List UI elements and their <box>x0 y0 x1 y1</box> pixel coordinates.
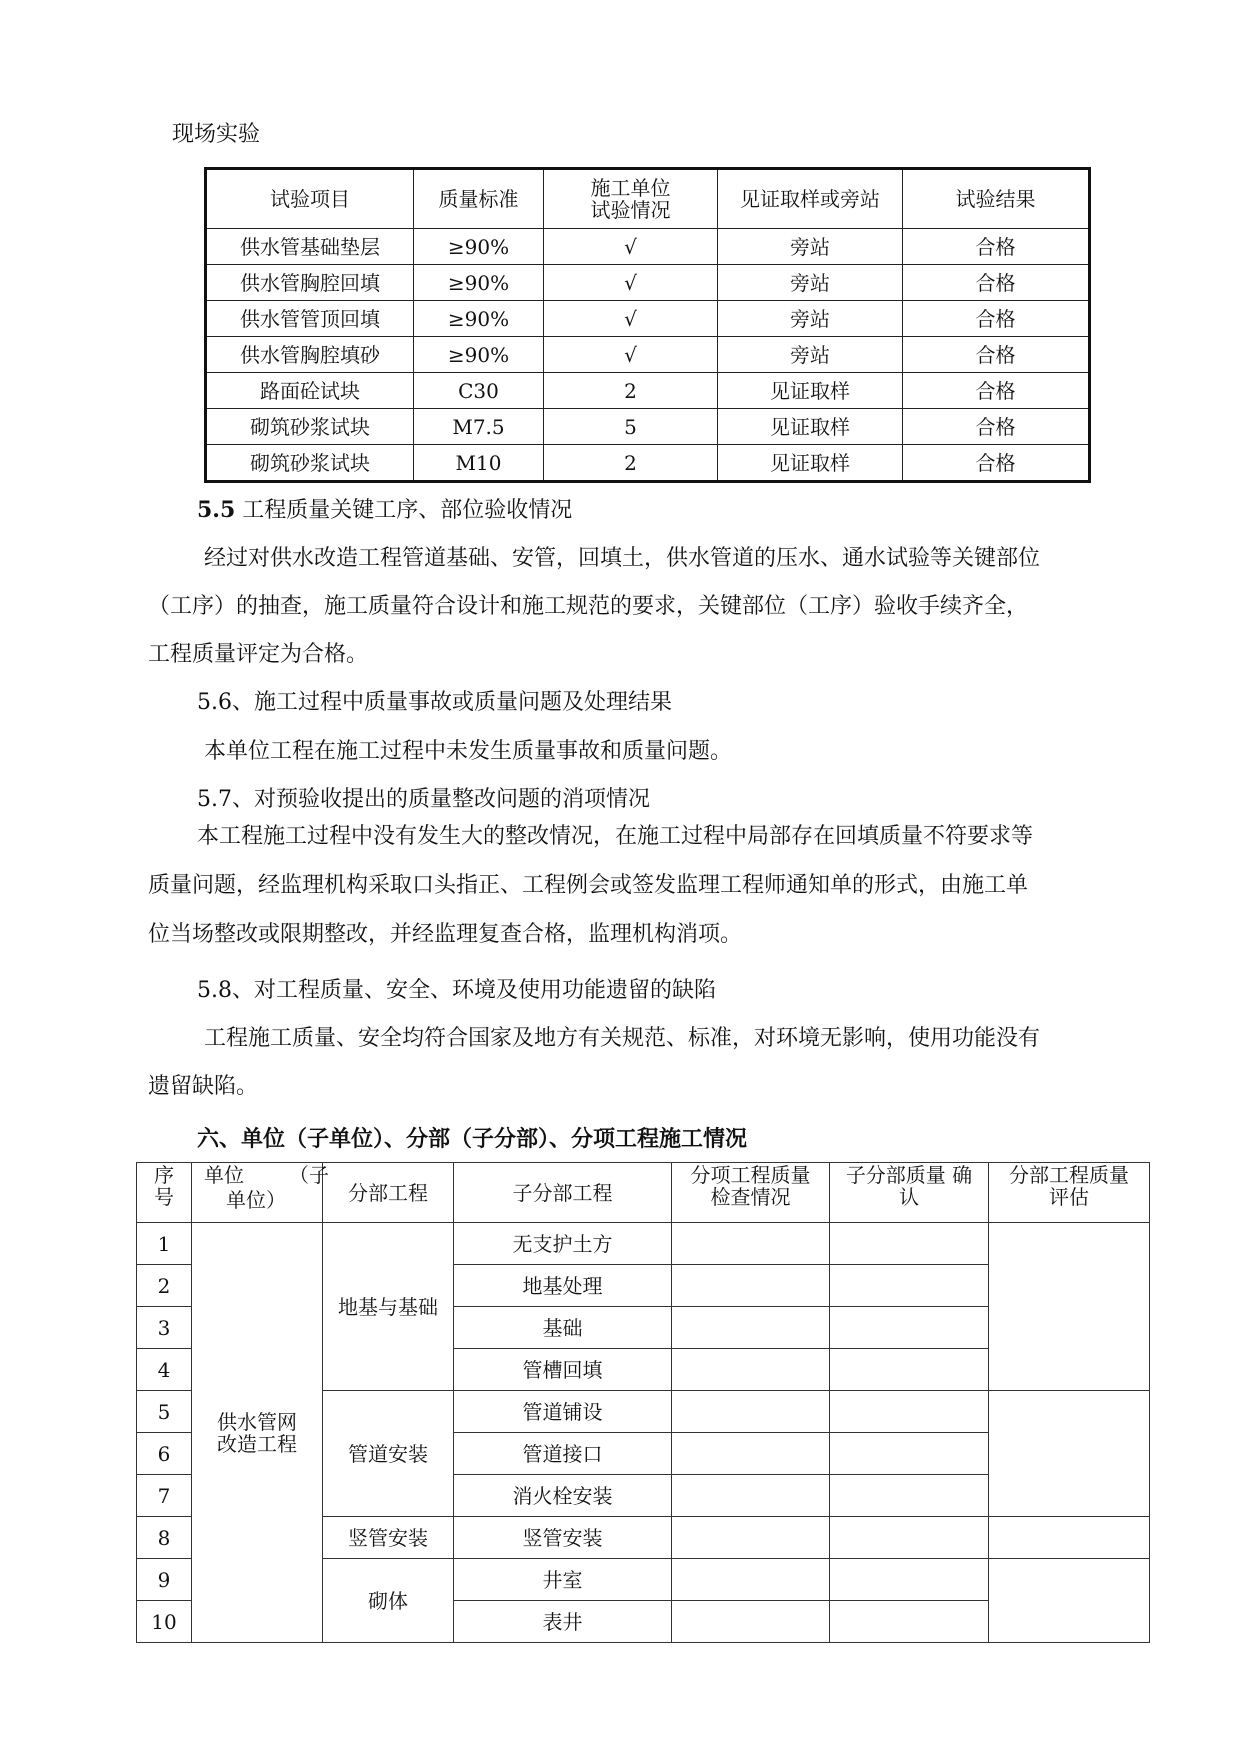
table-row <box>206 445 1090 482</box>
header-quality-standard: 质量标准 <box>414 169 544 229</box>
header-division: 分部工程 <box>323 1163 454 1223</box>
cell-test-item: 供水管基础垫层 <box>206 229 414 265</box>
test-results-table <box>204 167 1091 483</box>
cell-div-quality <box>989 1391 1150 1517</box>
section-5-8-heading: 5.8、对工程质量、安全、环境及使用功能遗留的缺陷 <box>197 978 716 1003</box>
header-unit-part-a: 单位 <box>204 1163 244 1187</box>
cell-item-quality <box>672 1391 830 1433</box>
cell-seq: 9 <box>137 1559 192 1601</box>
cell-item-quality <box>672 1307 830 1349</box>
cell-subdivision: 竖管安装 <box>454 1517 672 1559</box>
cell-subdivision: 消火栓安装 <box>454 1475 672 1517</box>
section-5-5-heading <box>197 499 572 522</box>
cell-witness-sampling: 旁站 <box>718 301 903 337</box>
cell-item-quality <box>672 1223 830 1265</box>
cell-item-quality <box>672 1433 830 1475</box>
cell-test-result: 合格 <box>903 373 1090 409</box>
cell-test-item: 供水管胸腔回填 <box>206 265 414 301</box>
header-unit-part-c: 单位） <box>226 1188 286 1212</box>
cell-seq: 3 <box>137 1307 192 1349</box>
cell-seq: 10 <box>137 1601 192 1643</box>
header-sub-quality: 子分部质量 确 认 <box>830 1163 989 1223</box>
section-label: 现场实验 <box>172 122 261 147</box>
header-test-item: 试验项目 <box>206 169 414 229</box>
cell-sub-quality <box>830 1391 989 1433</box>
project-construction-table <box>136 1162 1150 1643</box>
header-test-result: 试验结果 <box>903 169 1090 229</box>
section-5-5-title: 工程质量关键工序、部位验收情况 <box>235 498 573 523</box>
cell-test-item: 路面砼试块 <box>206 373 414 409</box>
cell-test-result: 合格 <box>903 229 1090 265</box>
table-row <box>206 265 1090 301</box>
cell-div-quality <box>989 1559 1150 1643</box>
cell-sub-quality <box>830 1307 989 1349</box>
paragraph-line: （工序）的抽查，施工质量符合设计和施工规范的要求，关键部位（工序）验收手续齐全， <box>148 594 1029 619</box>
cell-test-item: 砌筑砂浆试块 <box>206 445 414 482</box>
header-seq: 序 号 <box>137 1163 192 1223</box>
paragraph-line: 本工程施工过程中没有发生大的整改情况，在施工过程中局部存在回填质量不符要求等 <box>197 824 1034 849</box>
cell-item-quality <box>672 1601 830 1643</box>
cell-witness-sampling: 见证取样 <box>718 373 903 409</box>
cell-contractor-test: √ <box>544 229 718 265</box>
cell-sub-quality <box>830 1349 989 1391</box>
cell-subdivision: 地基处理 <box>454 1265 672 1307</box>
header-unit <box>192 1163 329 1223</box>
table-row <box>206 373 1090 409</box>
cell-contractor-test: √ <box>544 301 718 337</box>
cell-contractor-test: √ <box>544 265 718 301</box>
paragraph-line: 本单位工程在施工过程中未发生质量事故和质量问题。 <box>204 739 733 764</box>
cell-quality-standard: ≥90% <box>414 265 544 301</box>
cell-sub-quality <box>830 1559 989 1601</box>
cell-division: 竖管安装 <box>323 1517 454 1559</box>
cell-div-quality <box>989 1517 1150 1559</box>
cell-division: 砌体 <box>323 1559 454 1643</box>
paragraph-line: 遗留缺陷。 <box>148 1074 259 1099</box>
cell-test-result: 合格 <box>903 301 1090 337</box>
table-row <box>137 1223 1150 1265</box>
cell-item-quality <box>672 1517 830 1559</box>
cell-test-item: 供水管管顶回填 <box>206 301 414 337</box>
cell-witness-sampling: 旁站 <box>718 265 903 301</box>
header-contractor-test: 施工单位 试验情况 <box>544 169 718 229</box>
cell-quality-standard: ≥90% <box>414 337 544 373</box>
table-row <box>206 337 1090 373</box>
header-witness-sampling: 见证取样或旁站 <box>718 169 903 229</box>
cell-contractor-test: √ <box>544 337 718 373</box>
cell-unit-name: 供水管网 改造工程 <box>192 1223 323 1643</box>
header-item-quality: 分项工程质量 检查情况 <box>672 1163 830 1223</box>
paragraph-line: 质量问题，经监理机构采取口头指正、工程例会或签发监理工程师通知单的形式，由施工单 <box>148 873 1029 898</box>
cell-sub-quality <box>830 1475 989 1517</box>
cell-item-quality <box>672 1265 830 1307</box>
cell-subdivision: 基础 <box>454 1307 672 1349</box>
cell-contractor-test: 5 <box>544 409 718 445</box>
cell-witness-sampling: 旁站 <box>718 229 903 265</box>
header-div-quality: 分部工程质量 评估 <box>989 1163 1150 1223</box>
cell-subdivision: 表井 <box>454 1601 672 1643</box>
cell-quality-standard: ≥90% <box>414 301 544 337</box>
cell-seq: 7 <box>137 1475 192 1517</box>
cell-item-quality <box>672 1559 830 1601</box>
paragraph-line: 工程施工质量、安全均符合国家及地方有关规范、标准，对环境无影响，使用功能没有 <box>204 1026 1041 1051</box>
cell-quality-standard: C30 <box>414 373 544 409</box>
cell-test-result: 合格 <box>903 409 1090 445</box>
cell-witness-sampling: 旁站 <box>718 337 903 373</box>
cell-quality-standard: M10 <box>414 445 544 482</box>
cell-test-item: 砌筑砂浆试块 <box>206 409 414 445</box>
cell-sub-quality <box>830 1517 989 1559</box>
cell-sub-quality <box>830 1223 989 1265</box>
paragraph-line: 经过对供水改造工程管道基础、安管，回填土，供水管道的压水、通水试验等关键部位 <box>204 546 1041 571</box>
cell-test-result: 合格 <box>903 445 1090 482</box>
paragraph-line: 位当场整改或限期整改，并经监理复查合格，监理机构消项。 <box>148 922 743 947</box>
header-subdivision: 子分部工程 <box>454 1163 672 1223</box>
cell-sub-quality <box>830 1265 989 1307</box>
paragraph-line: 工程质量评定为合格。 <box>148 642 369 667</box>
cell-seq: 4 <box>137 1349 192 1391</box>
cell-seq: 5 <box>137 1391 192 1433</box>
cell-item-quality <box>672 1475 830 1517</box>
cell-division: 管道安装 <box>323 1391 454 1517</box>
header-unit-part-b: （子 <box>289 1163 329 1187</box>
cell-test-result: 合格 <box>903 265 1090 301</box>
table-row <box>206 229 1090 265</box>
section-5-5-number: 5.5 <box>197 497 236 523</box>
cell-contractor-test: 2 <box>544 445 718 482</box>
table-row <box>206 409 1090 445</box>
cell-seq: 8 <box>137 1517 192 1559</box>
cell-witness-sampling: 见证取样 <box>718 445 903 482</box>
cell-witness-sampling: 见证取样 <box>718 409 903 445</box>
cell-test-result: 合格 <box>903 337 1090 373</box>
cell-subdivision: 管道铺设 <box>454 1391 672 1433</box>
cell-subdivision: 井室 <box>454 1559 672 1601</box>
table-header-row <box>137 1163 1150 1223</box>
cell-quality-standard: ≥90% <box>414 229 544 265</box>
cell-sub-quality <box>830 1433 989 1475</box>
section-5-7-heading: 5.7、对预验收提出的质量整改问题的消项情况 <box>197 787 650 812</box>
cell-quality-standard: M7.5 <box>414 409 544 445</box>
cell-subdivision: 管道接口 <box>454 1433 672 1475</box>
table-header-row <box>206 169 1090 229</box>
cell-div-quality <box>989 1223 1150 1391</box>
cell-seq: 2 <box>137 1265 192 1307</box>
cell-sub-quality <box>830 1601 989 1643</box>
cell-subdivision: 管槽回填 <box>454 1349 672 1391</box>
section-5-6-heading: 5.6、施工过程中质量事故或质量问题及处理结果 <box>197 690 672 715</box>
cell-seq: 6 <box>137 1433 192 1475</box>
table-row <box>206 301 1090 337</box>
cell-test-item: 供水管胸腔填砂 <box>206 337 414 373</box>
cell-item-quality <box>672 1349 830 1391</box>
cell-contractor-test: 2 <box>544 373 718 409</box>
cell-division: 地基与基础 <box>323 1223 454 1391</box>
cell-subdivision: 无支护土方 <box>454 1223 672 1265</box>
section-6-heading: 六、单位（子单位）、分部（子分部）、分项工程施工情况 <box>197 1126 748 1152</box>
cell-seq: 1 <box>137 1223 192 1265</box>
